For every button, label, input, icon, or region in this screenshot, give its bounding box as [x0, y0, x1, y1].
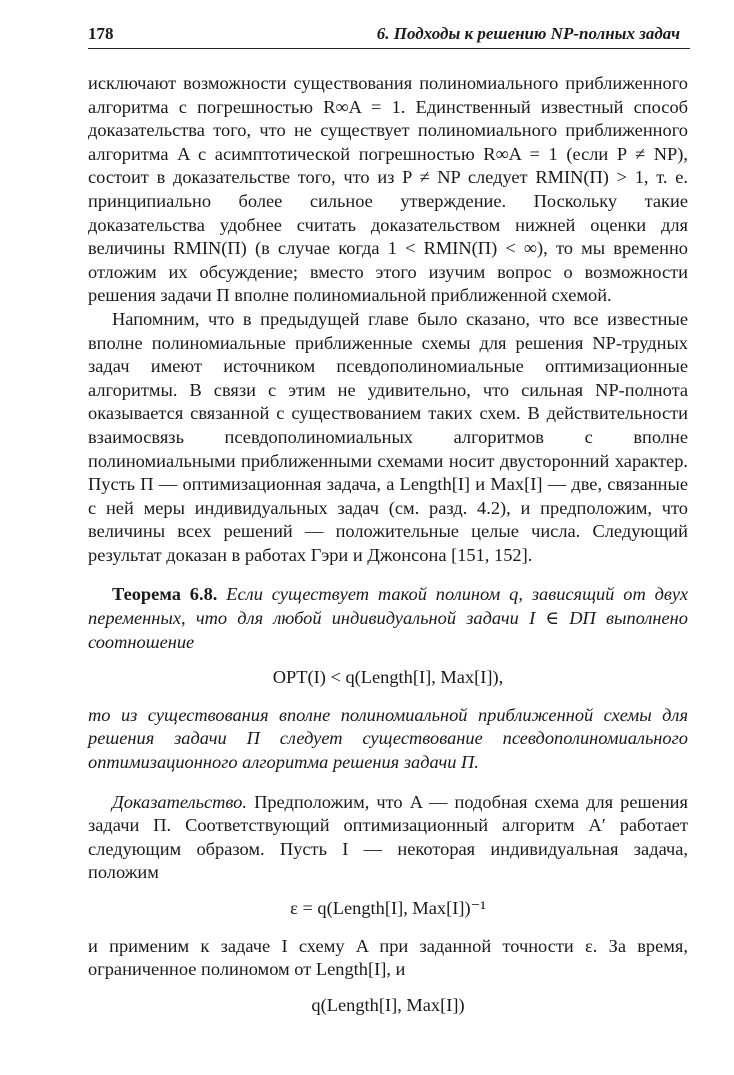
theorem-conclusion: то из существования вполне полиномиальной приближенной схемы для решения задачи Π следует существование псевдополиномиального оптимизационного алгоритма решения задачи Π. — [88, 704, 688, 773]
page-content — [88, 72, 688, 1031]
proof-text: Предположим, что A — подобная схема для решения задачи Π. Соответствующий оптимизационный алгоритм A′ работает следующим образом. Пусть I — некоторая индивидуальная задача, положим — [88, 791, 688, 883]
theorem-label: Теорема 6.8. — [112, 584, 218, 605]
proof-label: Доказательство. — [112, 791, 247, 812]
running-title: 6. Подходы к решению NP-полных задач — [376, 24, 680, 43]
theorem-formula: OPT(I) < q(Length[I], Max[I]), — [272, 667, 504, 688]
proof-text-2: и применим к задаче I схему A при заданной точности ε. За время, ограниченное полиномом от Length[I], и — [88, 935, 688, 980]
proof-formula-2: q(Length[I], Max[I]) — [311, 994, 465, 1015]
paragraph-2: Напомним, что в предыдущей главе было сказано, что все известные вполне полиномиальные приближенные схемы для решения NP-трудных задач имеют источником псевдополиномиальные оптимизационные алгоритмы. В связи с этим не удивительно, что сильная NP-полнота оказывается связанной с существованием таких схем. В действительности взаимосвязь псевдополиномиальных алгоритмов с вполне полиномиальными приближенными схемами носит двусторонний характер. Пусть Π — оптимизационная задача, а Length[I] и Max[I] — две, связанные с ней меры индивидуальных задач (см. разд. 4.2), и предположим, что величины всех решений — положительные целые числа. Следующий результат доказан в работах Гэри и Джонсона [151, 152]. — [88, 308, 688, 565]
theorem-statement: Если существует такой полином q, зависящий от двух переменных, что для любой индивидуальной задачи I ∈ DΠ выполнено соотношение — [88, 584, 688, 652]
page-header — [88, 22, 690, 49]
theorem-block — [88, 583, 688, 654]
proof-formula-1: ε = q(Length[I], Max[I])⁻¹ — [290, 898, 486, 918]
page-number: 178 — [88, 24, 114, 43]
proof-block — [88, 791, 688, 885]
paragraph-1: исключают возможности существования полиномиального приближенного алгоритма с погрешностью R∞A = 1. Единственный известный способ доказательства того, что не существует полиномиального приближенного алгоритма A с асимптотической погрешностью R∞A = 1 (если P ≠ NP), состоит в доказательстве того, что из P ≠ NP следует RMIN(Π) > 1, т. е. принципиально более сильное утверждение. Поскольку такие доказательства удобнее считать доказательством нижней оценки для величины RMIN(Π) (в случае когда 1 < RMIN(Π) < ∞), то мы временно отложим их обсуждение; вместо этого изучим вопрос о возможности решения задачи Π вполне полиномиальной приближенной схемой. — [88, 73, 688, 306]
